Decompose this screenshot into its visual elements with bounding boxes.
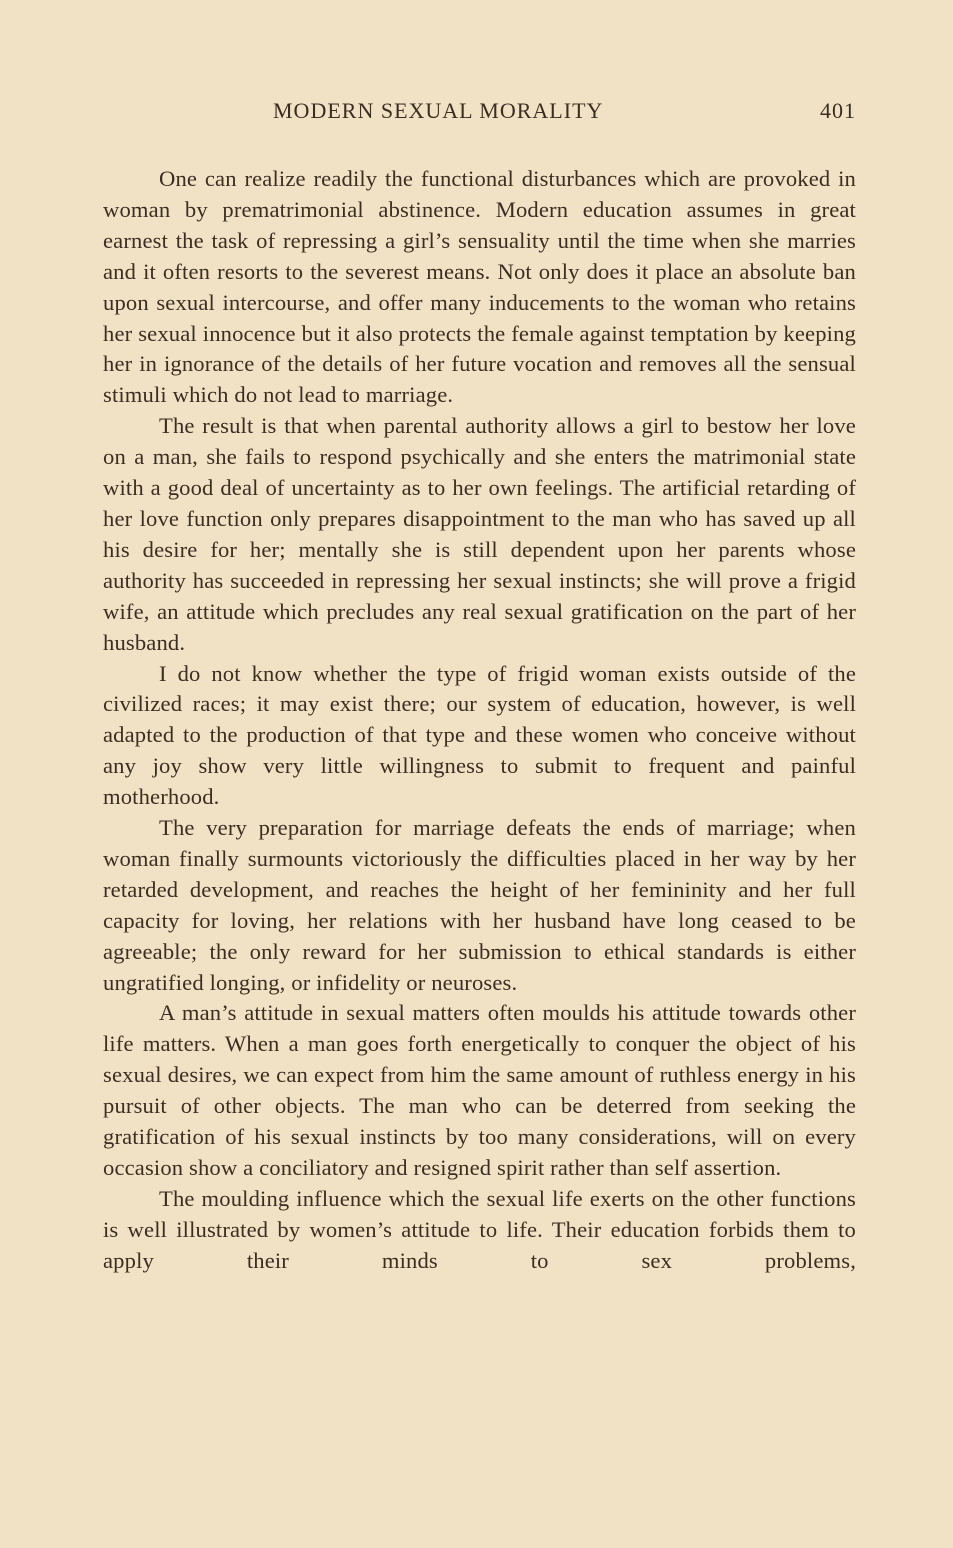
- paragraph-2: The result is that when parental authority allows a girl to bestow her love on a man, she fails to respond psychically and she enters the matrimonial state with a good deal of uncertainty as to her own feelings. The artificial retarding of her love function only prepares disappointment to the man who has saved up all his desire for her; mentally she is still dependent upon her parents whose authority has succeeded in repressing her sexual instincts; she will prove a frigid wife, an attitude which precludes any real sexual gratification on the part of her husband.: [103, 413, 856, 655]
- page-number: 401: [820, 98, 856, 123]
- body-text: [103, 164, 856, 1277]
- paragraph-4: The very preparation for marriage defeats the ends of marriage; when woman finally surmounts victoriously the difficulties placed in her way by her retarded development, and reaches the height of her femininity and her full capacity for loving, her relations with her husband have long ceased to be agreeable; the only reward for her submission to ethical standards is either ungratified longing, or infidelity or neuroses.: [103, 815, 856, 995]
- paragraph-6: The moulding influence which the sexual life exerts on the other functions is well illustrated by women’s attitude to life. Their education forbids them to apply their minds to sex problems,: [103, 1185, 856, 1273]
- paragraph-1: One can realize readily the functional disturbances which are provoked in woman by prematrimonial abstinence. Modern education assumes in great earnest the task of repressing a girl’s sensuality until the time when she marries and it often resorts to the severest means. Not only does it place an absolute ban upon sexual intercourse, and offer many inducements to the woman who retains her sexual innocence but it also protects the female against temptation by keeping her in ignorance of the details of her future vocation and removes all the sensual stimuli which do not lead to marriage.: [103, 166, 856, 408]
- running-head: [103, 98, 856, 138]
- running-title: MODERN SEXUAL MORALITY: [273, 98, 604, 123]
- book-page: [103, 98, 856, 1277]
- paragraph-3: I do not know whether the type of frigid woman exists outside of the civilized races; it may exist there; our system of education, however, is well adapted to the production of that type and these women who conceive without any joy show very little willingness to submit to frequent and painful motherhood.: [103, 660, 856, 810]
- paragraph-5: A man’s attitude in sexual matters often moulds his attitude towards other life matters. When a man goes forth energetically to conquer the object of his sexual desires, we can expect from him the same amount of ruthless energy in his pursuit of other objects. The man who can be deterred from seeking the gratification of his sexual instincts by too many considerations, will on every occasion show a conciliatory and resigned spirit rather than self assertion.: [103, 1000, 856, 1180]
